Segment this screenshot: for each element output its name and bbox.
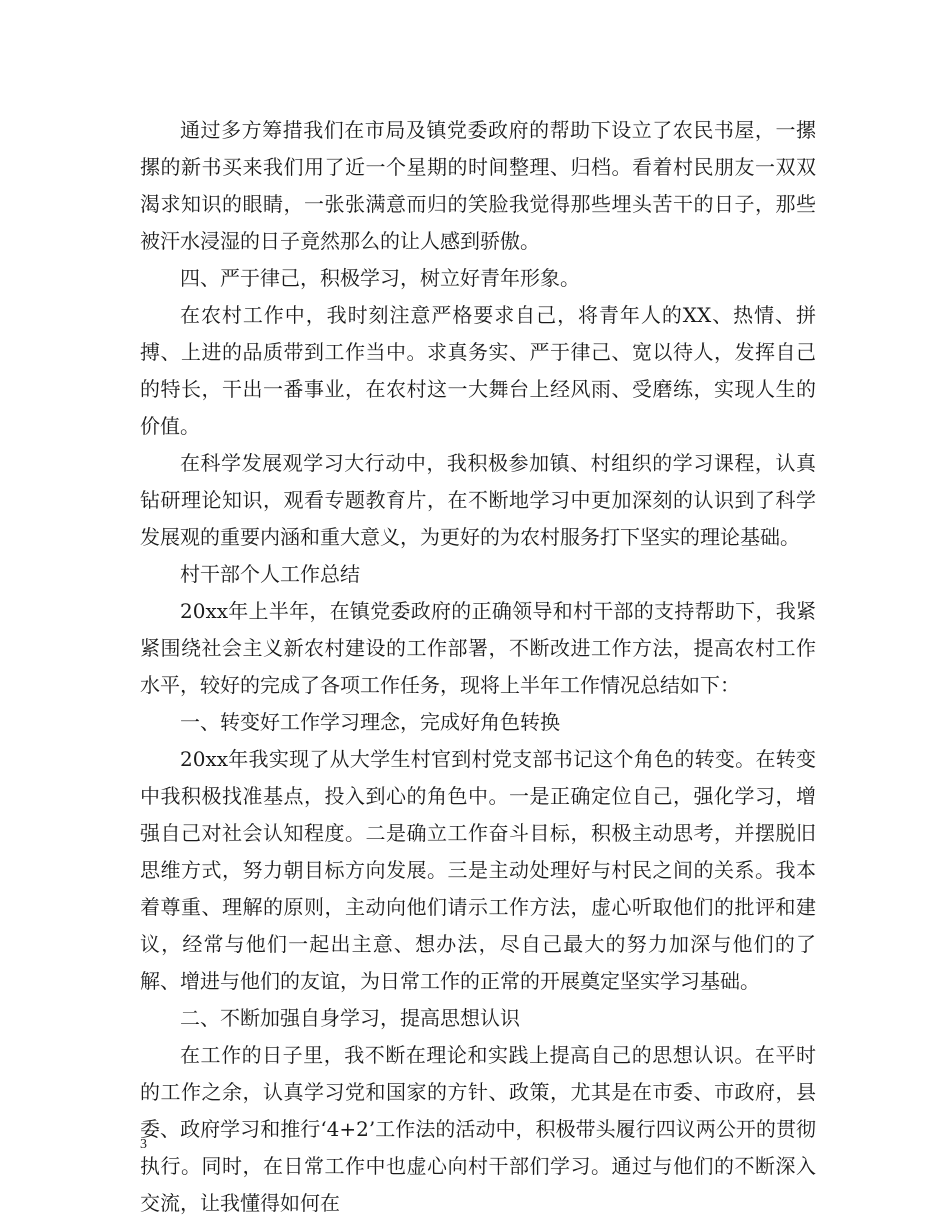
- paragraph-half-year-intro: 20xx年上半年，在镇党委政府的正确领导和村干部的支持帮助下，我紧紧围绕社会主义新农村建设的工作部署，不断改进工作方法，提高农村工作水平，较好的完成了各项工作任务，现将上半年工作情况总结如下：: [140, 599, 816, 697]
- paragraph-farmer-library: 通过多方筹措我们在市局及镇党委政府的帮助下设立了农民书屋，一摞摞的新书买来我们用了近一个星期的时间整理、归档。看着村民朋友一双双渴求知识的眼睛，一张张满意而归的笑脸我觉得那些埋头苦干的日子，那些被汗水浸湿的日子竟然那么的让人感到骄傲。: [140, 118, 816, 253]
- heading-section-two: 二、不断加强自身学习，提高思想认识: [180, 1006, 520, 1030]
- heading-summary-title: 村干部个人工作总结: [180, 562, 360, 586]
- paragraph-role-transition: 20xx年我实现了从大学生村官到村党支部书记这个角色的转变。在转变中我积极找准基点，投入到心的角色中。一是正确定位自己，强化学习，增强自己对社会认知程度。二是确立工作奋斗目标，积极主动思考，并摆脱旧思维方式，努力朝目标方向发展。三是主动处理好与村民之间的关系。我本着尊重、理解的原则，主动向他们请示工作方法，虚心听取他们的批评和建议，经常与他们一起出主意、想办法，尽自己最大的努力加深与他们的了解、增进与他们的友谊，为日常工作的正常的开展奠定坚实学习基础。: [140, 747, 816, 993]
- paragraph-self-study: 在工作的日子里，我不断在理论和实践上提高自己的思想认识。在平时的工作之余，认真学习党和国家的方针、政策，尤其是在市委、市政府，县委、政府学习和推行‘4+2’工作法的活动中，积极带头履行四议两公开的贯彻执行。同时，在日常工作中也虚心向村干部们学习。通过与他们的不断深入交流，让我懂得如何在: [140, 1043, 816, 1215]
- heading-section-four: 四、严于律己，积极学习，树立好青年形象。: [180, 266, 580, 290]
- page-number: 3: [140, 1137, 147, 1152]
- paragraph-scientific-development: 在科学发展观学习大行动中，我积极参加镇、村组织的学习课程，认真钻研理论知识，观看专题教育片，在不断地学习中更加深刻的认识到了科学发展观的重要内涵和重大意义，为更好的为农村服务打下坚实的理论基础。: [140, 451, 816, 549]
- heading-section-one: 一、转变好工作学习理念，完成好角色转换: [180, 710, 560, 734]
- paragraph-rural-work: 在农村工作中，我时刻注意严格要求自己，将青年人的XX、热情、拼搏、上进的品质带到工作当中。求真务实、严于律己、宽以待人，发挥自己的特长，干出一番事业，在农村这一大舞台上经风雨、受磨练，实现人生的价值。: [140, 303, 816, 438]
- document-body: [140, 112, 816, 1222]
